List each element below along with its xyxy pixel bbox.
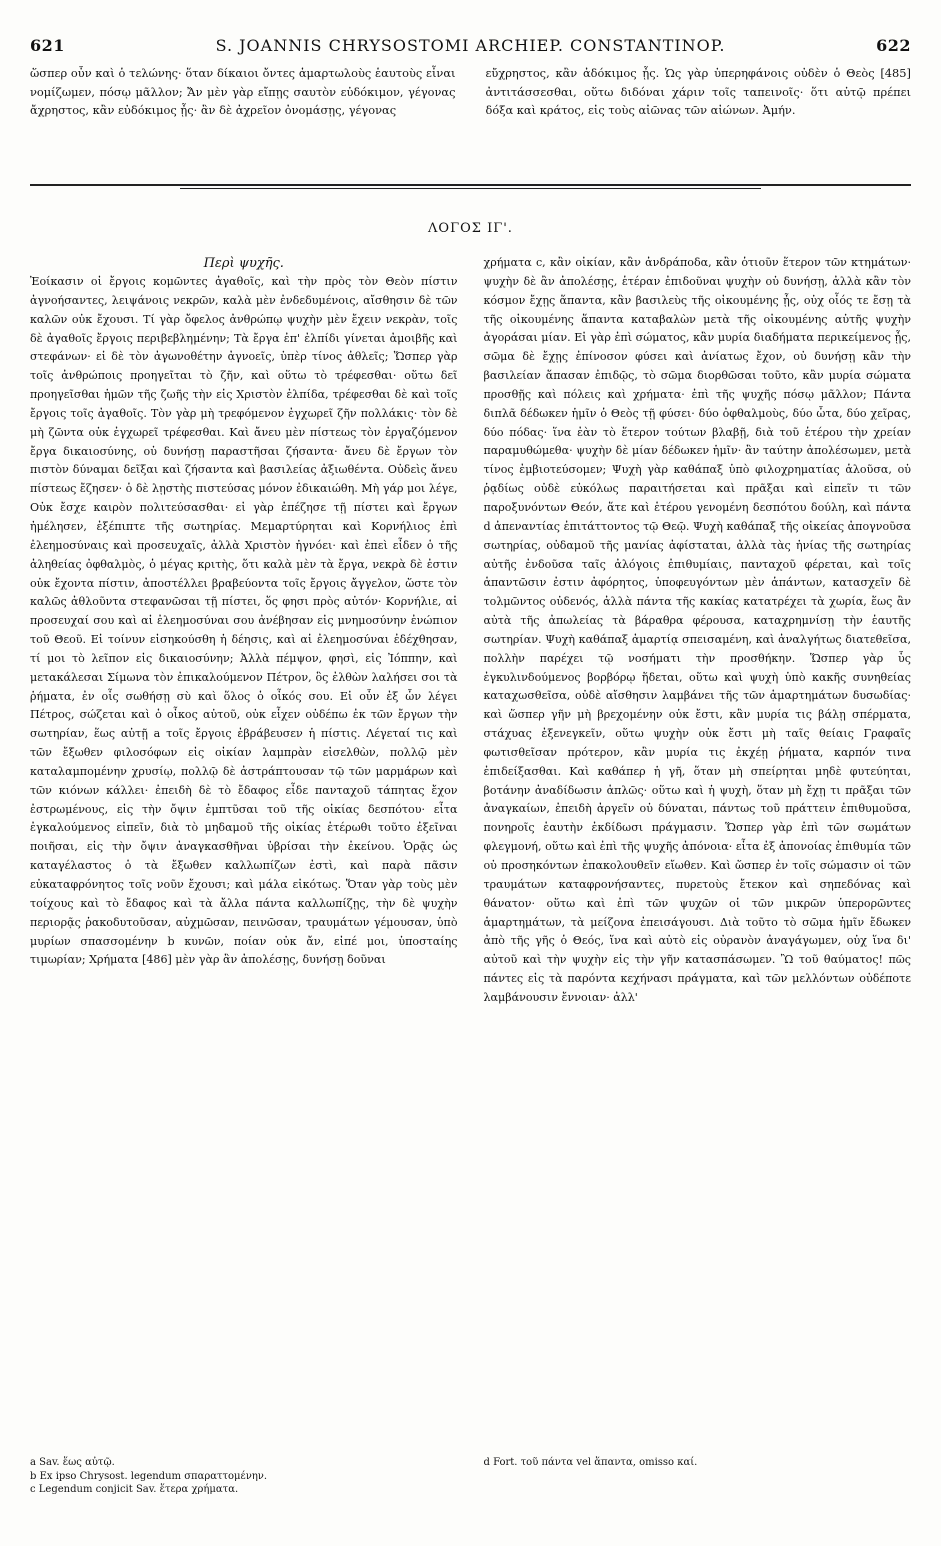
top-right-column	[486, 64, 912, 120]
sermon-body	[30, 254, 911, 1008]
left-column-text: Ἐοίκασιν οἱ ἔργοις κομῶντες ἀγαθοῖς, καὶ τὴν πρὸς τὸν Θεὸν πίστιν ἀγνοήσαντες, λειψάνοις νεκρῶν, καλὰ μὲν ἐνδεδυμένοις, αἴσθησιν δὲ τῶν καλῶν οὐκ ἔχουσι. Τί γὰρ ὄφελος ἀνθρώπῳ ψυχὴν μὲν ἔχειν νεκρὰν, τοῖς δὲ ἀγαθοῖς ἔργοις περιβεβλημένην; Τὰ ἔργα ἐπ' ἐλπίδι γίνεται ἀμοιβῆς καὶ στεφάνων· εἰ δὲ τὸν ἀγωνοθέτην ἀγνοεῖς, ὑπὲρ τίνος ἀθλεῖς; Ὥσπερ γὰρ τοῖς ἀνθρώποις προηγεῖται τὸ ζῆν, καὶ οὕτω τὸ τρέφεσθαι· οὕτω δεῖ προηγεῖσθαι ἡμῶν τῆς ζωῆς τὴν εἰς Χριστὸν ἐλπίδα, τρέφεσθαι δὲ καὶ τοῖς ἔργοις τοῖς ἀγαθοῖς. Τὸν γὰρ μὴ τρεφόμενον ἐγχωρεῖ ζῆν πολλάκις· τὸν δὲ μὴ ζῶντα οὐκ ἐγχωρεῖ τρέφεσθαι. Καὶ ἄνευ μὲν πίστεως τὸν ἐργαζόμενον ἔργα δικαιοσύνης, οὐ δυνήσῃ παραστῆσαι ζήσαντα· ἄνευ δὲ ἔργων τὸν πιστὸν δύναμαι δεῖξαι καὶ ζήσαντα καὶ βασιλείας ἀξιωθέντα. Οὐδεὶς ἄνευ πίστεως ἔζησεν· ὁ δὲ λῃστὴς πιστεύσας μόνον ἐδικαιώθη. Μὴ γάρ μοι λέγε, Οὐκ ἔσχε καιρὸν πολιτεύσασθαι· εἰ γὰρ ἐπέζησε τῇ πίστει καὶ ἔργων ἠμέλησεν, ἐξέπιπτε τῆς σωτηρίας. Μεμαρτύρηται καὶ Κορνήλιος ἐπὶ ἐλεημοσύναις καὶ προσευχαῖς, ἀλλὰ Χριστὸν ἠγνόει· καὶ ἐπεὶ εἶδεν ὁ τῆς ἀληθείας ὀφθαλμὸς, ὁ μέγας κριτὴς, ὅτι καλὰ μὲν τὰ ἔργα, νεκρὰ δὲ ἐστιν οὐκ ἔχοντα πίστιν, ἀποστέλλει βραβεύοντα τοῖς ἔργοις ἄγγελον, ὥστε τὸν καλῶς ἀθλοῦντα στεφανῶσαι τῇ πίστει, ὅς φησι πρὸς αὐτόν· Κορνήλιε, αἱ προσευχαί σου καὶ αἱ ἐλεημοσύναι σου ἀνέβησαν εἰς μνημοσύνην ἐνώπιον τοῦ Θεοῦ. Εἰ τοίνυν εἰσηκούσθη ἡ δέησις, καὶ αἱ ἐλεημοσύναι ἐδέχθησαν, τί μοι τὸ λεῖπον εἰς δικαιοσύνην; Ἀλλὰ πέμψον, φησὶ, εἰς Ἰόππην, καὶ μετακάλεσαι Σίμωνα τὸν ἐπικαλούμενον Πέτρον, ὃς ἐλθὼν λαλήσει σοι τὰ ῥήματα, ἐν οἷς σωθήσῃ σὺ καὶ ὅλος ὁ οἶκός σου. Εἰ οὖν ἐξ ὧν λέγει Πέτρος, σώζεται καὶ ὁ οἶκος αὐτοῦ, οὐκ εἶχεν οὐδέπω ἐκ τῶν ἔργων τὴν σωτηρίαν, ἕως αὐτῇ a τοῖς ἔργοις ἐβράβευσεν ἡ πίστις. Λέγεταί τις καὶ τῶν ἔξωθεν φιλοσόφων εἰς οἰκίαν λαμπρὰν εἰσελθὼν, πολλῷ μὲν καταλαμπομένην χρυσίῳ, πολλῷ δὲ ἀστράπτουσαν τῷ τῶν μαρμάρων καὶ τῶν κιόνων κάλλει· ἐπειδὴ δὲ τὸ ἔδαφος εἶδε πανταχοῦ τάπητας ἔχον ἐστρωμένους, εἰς τὴν ὄψιν ἐμπτῦσαι τοῦ τῆς οἰκίας δεσπότου· εἶτα ἐγκαλούμενος εἰπεῖν, διὰ τὸ μηδαμοῦ τῆς οἰκίας ἑτέρωθι τοῦτο ἐξεῖναι ποιῆσαι, εἰς τὴν ὄψιν ἀναγκασθῆναι ὑβρίσαι τὴν ἐκείνου. Ὁρᾷς ὡς καταγέλαστος ὁ τὰ ἔξωθεν καλλωπίζων ἐστὶ, καὶ παρὰ πᾶσιν εὐκαταφρόνητος τοῖς νοῦν ἔχουσι; καὶ μάλα εἰκότως. Ὅταν γὰρ τοὺς μὲν τοίχους καὶ τὸ ἔδαφος καὶ τὰ ἄλλα πάντα καλλωπίζῃς, τὴν δὲ ψυχὴν περιορᾷς ῥακοδυτοῦσαν, αὐχμῶσαν, πεινῶσαν, τραυμάτων γέμουσαν, ὑπὸ μυρίων σπασσομένην b κυνῶν, ποίαν οὐκ ἄν, εἰπέ μοι, ὑποσταίης τιμωρίαν; Χρήματα [486] μὲν γὰρ ἂν ἀπολέσῃς, δυνήσῃ δοῦναι	[30, 275, 458, 967]
right-column	[484, 254, 912, 1008]
page-number-right: 622	[876, 36, 911, 55]
running-head	[30, 36, 911, 56]
page-number-left: 621	[30, 36, 65, 55]
footnote-c: c Legendum conjicit Sav. ἕτερα χρήματα.	[30, 1484, 239, 1495]
continued-text	[30, 64, 911, 120]
footnotes-left	[30, 1456, 458, 1497]
sermon-subtitle: Περὶ ψυχῆς.	[203, 256, 284, 271]
running-title: S. JOANNIS CHRYSOSTOMI ARCHIEP. CONSTANTINOP.	[215, 36, 726, 55]
footnotes-right	[484, 1456, 912, 1497]
footnote-a: a Sav. ἕως αὐτῷ.	[30, 1457, 115, 1468]
footnote-d: d Fort. τοῦ πάντα vel ἅπαντα, omisso καί.	[483, 1457, 698, 1468]
left-column	[30, 254, 458, 1008]
section-divider	[30, 184, 911, 186]
footnote-b: b Ex ipso Chrysost. legendum σπαραττομένην.	[30, 1470, 268, 1482]
footnotes	[30, 1456, 911, 1497]
sermon-heading: ΛΟΓΟΣ ΙΓ'.	[428, 221, 513, 236]
top-right-paragraph: εὔχρηστος, κἂν ἀδόκιμος ᾖς. Ὡς γὰρ ὑπερηφάνοις οὐδὲν ὁ Θεὸς [485] ἀντιτάσσεσθαι, οὕτω διδόναι χάριν τοῖς ταπεινοῖς· ὅτι αὐτῷ πρέπει δόξα καὶ κράτος, εἰς τοὺς αἰῶνας τῶν αἰώνων. Ἀμήν.	[485, 66, 911, 118]
top-left-paragraph: ὥσπερ οὖν καὶ ὁ τελώνης· ὅταν δίκαιοι ὄντες ἁμαρτωλοὺς ἑαυτοὺς εἶναι νομίζωμεν, πόσῳ μᾶλλον; Ἄν μὲν γὰρ εἴπῃς σαυτὸν εὐδόκιμον, γέγονας ἄχρηστος, κἂν εὐδόκιμος ᾖς· ἂν δὲ ἀχρεῖον ὀνομάσῃς, γέγονας	[30, 66, 456, 118]
right-column-text: χρήματα c, κἂν οἰκίαν, κἂν ἀνδράποδα, κἂν ὁτιοῦν ἕτερον τῶν κτημάτων· ψυχὴν δὲ ἂν ἀπολέσῃς, ἑτέραν ἐπιδοῦναι ψυχὴν οὐ δυνήσῃ, ἀλλὰ κἂν τὸν κόσμον ἔχῃς ἅπαντα, κἂν βασιλεὺς τῆς οἰκουμένης ᾖς, οὐχ οἷός τε ἔσῃ τὰ τῆς οἰκουμένης ἅπαντα καταβαλὼν μετὰ τῆς οἰκουμένης αὐτῆς ψυχὴν ἀγοράσαι μίαν. Εἰ γὰρ ἐπὶ σώματος, κἂν μυρία διαδήματα περικείμενος ᾖς, σῶμα δὲ ἔχῃς ἐπίνοσον φύσει καὶ ἀνίατως ἔχον, οὐ δυνήσῃ κἂν τὴν βασιλείαν ἅπασαν ἐπιδῷς, τὸ σῶμα διορθῶσαι τοῦτο, κἂν μυρία σώματα προσθῇς καὶ πόλεις καὶ χρήματα· ἐπὶ τῆς ψυχῆς πόσῳ μᾶλλον; Πάντα διπλᾶ δέδωκεν ἡμῖν ὁ Θεὸς τῇ φύσει· δύο ὀφθαλμοὺς, δύο ὦτα, δύο χεῖρας, δύο πόδας· ἵνα ἐὰν τὸ ἕτερον τούτων βλαβῇ, διὰ τοῦ ἑτέρου τὴν χρείαν παραμυθώμεθα· ψυχὴν δὲ μίαν δέδωκεν ἡμῖν· ἂν ταύτην ἀπολέσωμεν, μετὰ τίνος ἐμβιοτεύσομεν; Ψυχὴ γὰρ καθάπαξ ὑπὸ φιλοχρηματίας ἁλοῦσα, οὐ ῥᾳδίως οὐδὲ εὐκόλως παραιτήσεται καὶ πρᾶξαι καὶ εἰπεῖν τι τῶν παροξυνόντων Θεόν, ἅτε καὶ ἑτέρου γενομένη δεσπότου δούλη, καὶ πάντα d ἀπεναντίας ἐπιτάττοντος τῷ Θεῷ. Ψυχὴ καθάπαξ τῆς οἰκείας ἀπογνοῦσα σωτηρίας, οὐδαμοῦ τῆς μανίας ἀφίσταται, ἀλλὰ τὰς ἡνίας τῆς σωτηρίας αὐτῆς ἐνδοῦσα ταῖς ἀλόγοις ἐπιθυμίαις, πανταχοῦ φέρεται, καὶ τοῖς ἁπαντῶσιν ἐστιν ἀφόρητος, ὑποφευγόντων μὲν ἁπάντων, κατασχεῖν δὲ τολμῶντος οὐδενός, ἀλλὰ πάντα τῆς κακίας κατατρέχει τὰ χωρία, ἕως ἂν αὐτὰ τῆς ἀπωλείας τὰ βάραθρα φέρουσα, καταχρημνίσῃ τὴν ἑαυτῆς σωτηρίαν. Ψυχὴ καθάπαξ ἁμαρτίᾳ σπεισαμένη, καὶ ἀναλγήτως διατεθεῖσα, πολλὴν παρέχει τῷ νοσήματι τὴν προσθήκην. Ὥσπερ γὰρ ὗς ἐγκυλινδούμενος βορβόρῳ ἥδεται, οὕτω καὶ ψυχὴ ὑπὸ κακῆς συνηθείας καταχωσθεῖσα, οὐδὲ αἴσθησιν λαμβάνει τῆς τῶν ἁμαρτημάτων δυσωδίας· καὶ ὥσπερ γῆν μὴ βρεχομένην οὐκ ἔστι, κἂν μυρία τις βάλῃ σπέρματα, στάχυας ἐξενεγκεῖν, οὕτω ψυχὴν οὐκ ἔστι μὴ ταῖς θείαις Γραφαῖς φωτισθεῖσαν πρότερον, κἂν μυρία τις ἐκχέῃ ῥήματα, καρπόν τινα ἐπιδείξασθαι. Καὶ καθάπερ ἡ γῆ, ὅταν μὴ σπείρηται μηδὲ φυτεύηται, βοτάνην ἀναδίδωσιν ἁπλῶς· οὕτω καὶ ἡ ψυχὴ, ὅταν μὴ ἔχῃ τι πρᾶξαι τῶν ἀναγκαίων, ἐπειδὴ ἀργεῖν οὐ δύναται, πάντως τοῦ πράττειν ἐπιθυμοῦσα, πονηροῖς ἑαυτὴν ἐκδίδωσι πράγμασιν. Ὥσπερ γὰρ ἐπὶ τῶν σωμάτων φλεγμονή, οὕτω καὶ ἐπὶ τῆς ψυχῆς ἀπόνοια· εἶτα ἐξ ἀπονοίας ἐπιθυμία τῶν οὐ προσηκόντων ἐπακολουθεῖν εἴωθεν. Καὶ ὥσπερ ἐν τοῖς σώμασιν οἱ τῶν τραυμάτων καταφρονήσαντες, πυρετοὺς ἔτεκον καὶ σηπεδόνας καὶ θάνατον· οὕτω καὶ ἐπὶ τῶν ψυχῶν οἱ τῶν μικρῶν ὑπερορῶντες ἁμαρτημάτων, τὰ μείζονα ἐπεισάγουσι. Διὰ τοῦτο τὸ σῶμα ἡμῖν ἔδωκεν ἀπὸ τῆς γῆς ὁ Θεός, ἵνα καὶ αὐτὸ εἰς οὐρανὸν ἀναγάγωμεν, οὐχ ἵνα δι' αὐτοῦ καὶ τὴν ψυχὴν εἰς τὴν γῆν κατασπάσωμεν. Ὢ τοῦ θαύματος! πῶς πάντες εἰς τὰ παρόντα κεχήνασι πράγματα, καὶ τῶν μελλόντων οὐδέποτε λαμβάνουσιν ἔννοιαν· ἀλλ'	[483, 256, 911, 1004]
top-left-column	[30, 64, 456, 120]
